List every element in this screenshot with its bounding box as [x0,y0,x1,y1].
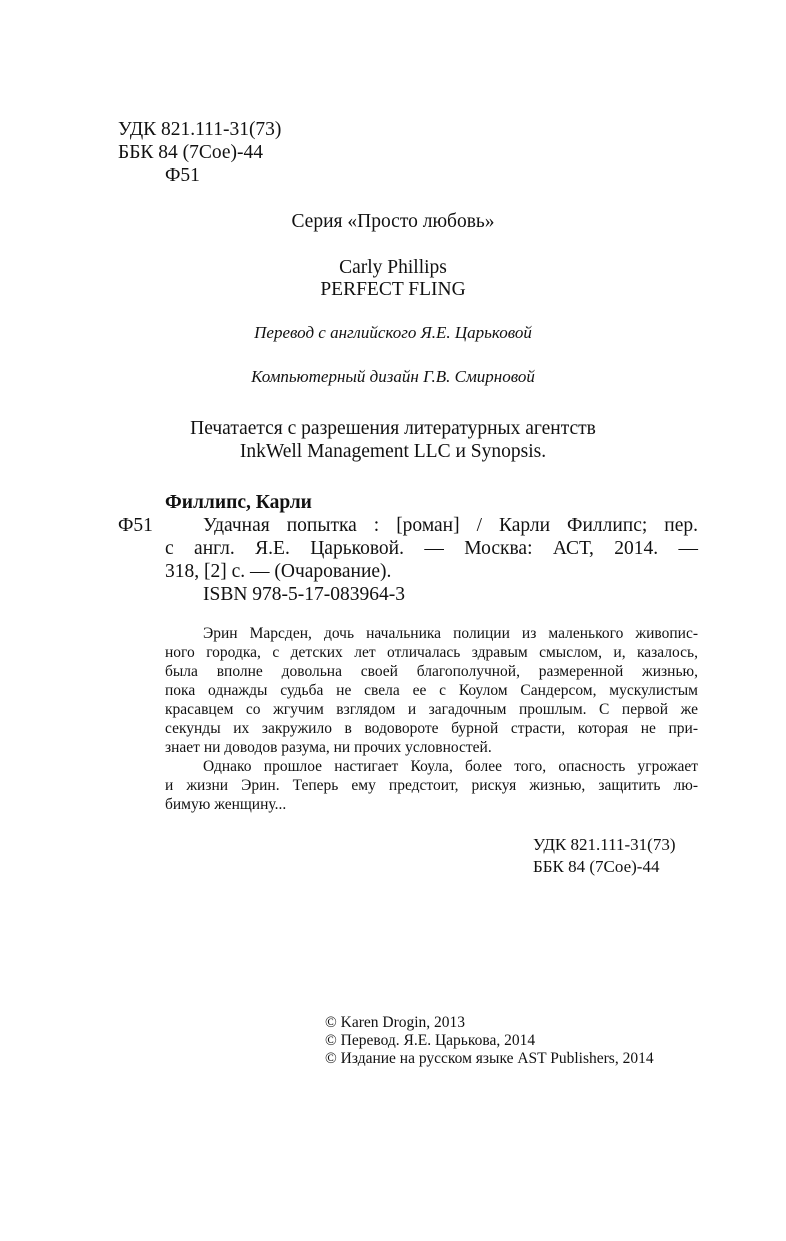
annotation-line: ного городка, с детских лет отличалась здравым смыслом, и, казалось, [165,644,698,661]
annotation-line: секунды их закружило в водовороте бурной страсти, которая не при- [165,720,698,737]
catalog-heading: Филлипс, Карли [165,492,312,513]
design-credit: Компьютерный дизайн Г.В. Смирновой [251,367,535,386]
udk-code-bottom: УДК 821.111-31(73) [533,835,676,854]
annotation-line: и жизни Эрин. Теперь ему предстоит, рискуя жизнью, защитить лю- [165,777,698,794]
permission-line-1: Печатается с разрешения литературных агентств [190,418,596,439]
catalog-line: 318, [2] с. — (Очарование). [165,561,392,582]
catalog-isbn: ISBN 978-5-17-083964-3 [203,584,406,605]
original-author: Carly Phillips [339,257,447,278]
series-title: Серия «Просто любовь» [291,211,495,232]
bbk-code-bottom: ББК 84 (7Сое)-44 [533,857,660,876]
copyright-line: © Karen Drogin, 2013 [325,1014,466,1031]
author-mark: Ф51 [165,165,200,186]
annotation-line: Однако прошлое настигает Коула, более того, опасность угрожает [203,758,698,775]
annotation-line: Эрин Марсден, дочь начальника полиции из маленького живопис- [203,625,698,642]
annotation-line: красавцем со жгучим взглядом и загадочным прошлым. С первой же [165,701,698,718]
annotation-line: знает ни доводов разума, ни прочих условностей. [165,739,492,756]
copyright-line: © Перевод. Я.Е. Царькова, 2014 [325,1032,536,1049]
catalog-line: Удачная попытка : [роман] / Карли Филлипс; пер. [203,515,698,536]
bbk-code: ББК 84 (7Сое)-44 [118,142,264,163]
permission-line-2: InkWell Management LLC и Synopsis. [239,441,547,462]
translation-credit: Перевод с английского Я.Е. Царьковой [254,323,532,342]
annotation-line: пока однажды судьба не свела ее с Коулом Сандерсом, мускулистым [165,682,698,699]
annotation-line: была вполне довольна своей благополучной, размеренной жизнью, [165,663,698,680]
original-title: PERFECT FLING [320,279,466,300]
copyright-line: © Издание на русском языке AST Publishers, 2014 [325,1050,654,1067]
catalog-line: с англ. Я.Е. Царьковой. — Москва: АСТ, 2014. — [165,538,698,559]
annotation-line: бимую женщину... [165,796,287,813]
udk-code: УДК 821.111-31(73) [118,119,282,140]
catalog-mark: Ф51 [118,515,153,536]
